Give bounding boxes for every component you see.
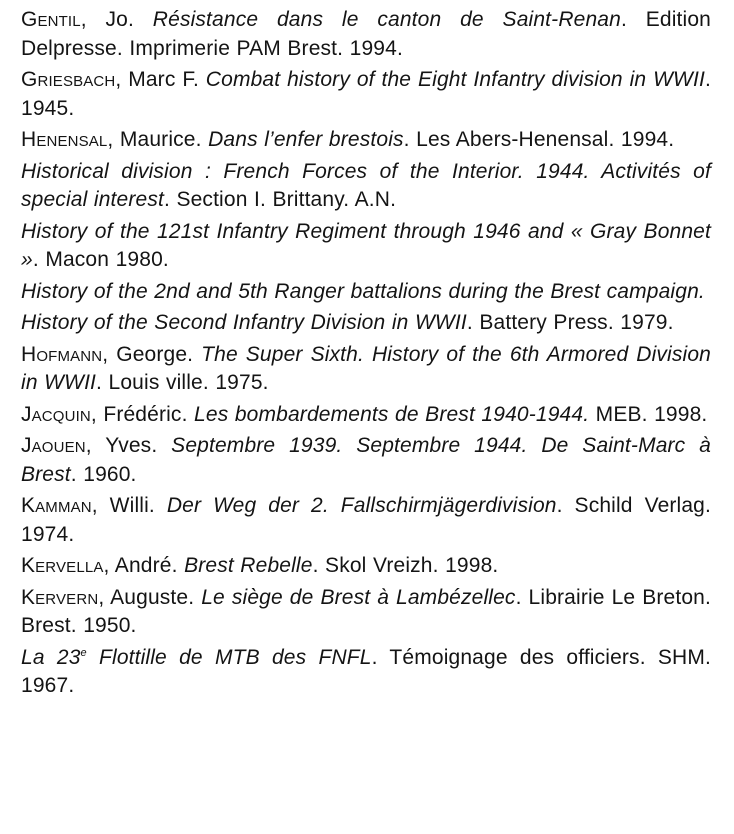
author-forename: , Auguste. [98,585,202,609]
bibliography-entry [21,644,711,701]
author-forename: , Marc F. [115,68,206,91]
author-surname: Kervella [21,554,104,577]
work-title: History of the 121st Infantry Regiment through 1946 and « Gray Bonnet » [21,219,711,271]
author-surname: Jaouen [21,434,86,457]
publication-details: . 1960. [70,462,137,486]
work-title: History of the Second Infantry Division in WWII [21,311,467,334]
bibliography-entry [21,278,711,307]
publication-details: . Schild Verlag. 1974. [21,494,711,546]
publication-details: . Les Abers-Henensal. 1994. [403,128,675,151]
author-surname: Gentil [21,8,81,31]
bibliography-entry [21,341,711,398]
author-surname: Kamman [21,494,92,517]
publication-details: . Témoignage des officiers. SHM. 1967. [21,645,711,697]
bibliography-entry [21,584,711,641]
bibliography-list [21,6,711,704]
bibliography-entry [21,158,711,215]
publication-details: . Battery Press. 1979. [466,311,674,334]
work-title-prefix: La 23 [21,645,81,669]
publication-details: . Skol Vreizh. 1998. [312,554,499,577]
bibliography-entry [21,552,711,581]
author-forename: , Yves. [85,434,172,457]
author-forename: , Willi. [91,494,167,517]
bibliography-entry [21,66,711,123]
publication-details: . Louis ville. 1975. [96,371,269,394]
bibliography-entry [21,401,711,430]
author-forename: , Jo. [80,8,153,31]
publication-details: . 1945. [21,68,711,120]
author-surname: Jacquin [21,402,91,426]
bibliography-entry [21,492,711,549]
author-forename: , Frédéric. [90,402,195,426]
bibliography-entry [21,432,711,489]
work-title: History of the 2nd and 5th Ranger battalions during the Brest campaign. [21,279,705,303]
work-title: The Super Sixth. History of the 6th Armored Division in WWII [21,342,711,394]
work-title: Résistance dans le canton de Saint-Renan [152,8,621,31]
work-title: Der Weg der 2. Fallschirmjägerdivision [166,494,557,517]
bibliography-entry [21,218,711,275]
publication-details: . Librairie Le Breton. Brest. 1950. [21,585,711,637]
work-title: Les bombardements de Brest 1940-1944. [194,402,590,426]
author-forename: , Maurice. [107,128,209,151]
work-title [21,646,372,669]
author-surname: Griesbach [21,68,116,91]
author-forename: , André. [103,554,185,577]
publication-details: . Edition Delpresse. Imprimerie PAM Brest. 1994. [21,8,711,60]
author-forename: , George. [102,342,202,366]
author-surname: Henensal [21,128,108,151]
work-title: Dans l’enfer brestois [208,128,404,151]
ordinal-superscript: e [80,646,87,659]
bibliography-entry [21,126,711,155]
work-title-suffix: Flottille de MTB des FNFL [86,645,372,669]
work-title: Brest Rebelle [184,554,313,577]
work-title: Combat history of the Eight Infantry division in WWII [205,68,705,91]
work-title: Septembre 1939. Septembre 1944. De Saint-Marc à Brest [21,434,712,486]
publication-details: MEB. 1998. [589,402,708,426]
work-title: Le siège de Brest à Lambézellec [201,585,516,609]
publication-details: . Macon 1980. [32,248,169,271]
work-title: Historical division : French Forces of the Interior. 1944. Activités of special interest [21,159,711,211]
bibliography-entry [21,6,711,63]
author-surname: Hofmann [21,342,103,366]
publication-details: . Section I. Brittany. A.N. [163,188,397,211]
bibliography-entry [21,309,711,338]
author-surname: Kervern [21,585,99,609]
